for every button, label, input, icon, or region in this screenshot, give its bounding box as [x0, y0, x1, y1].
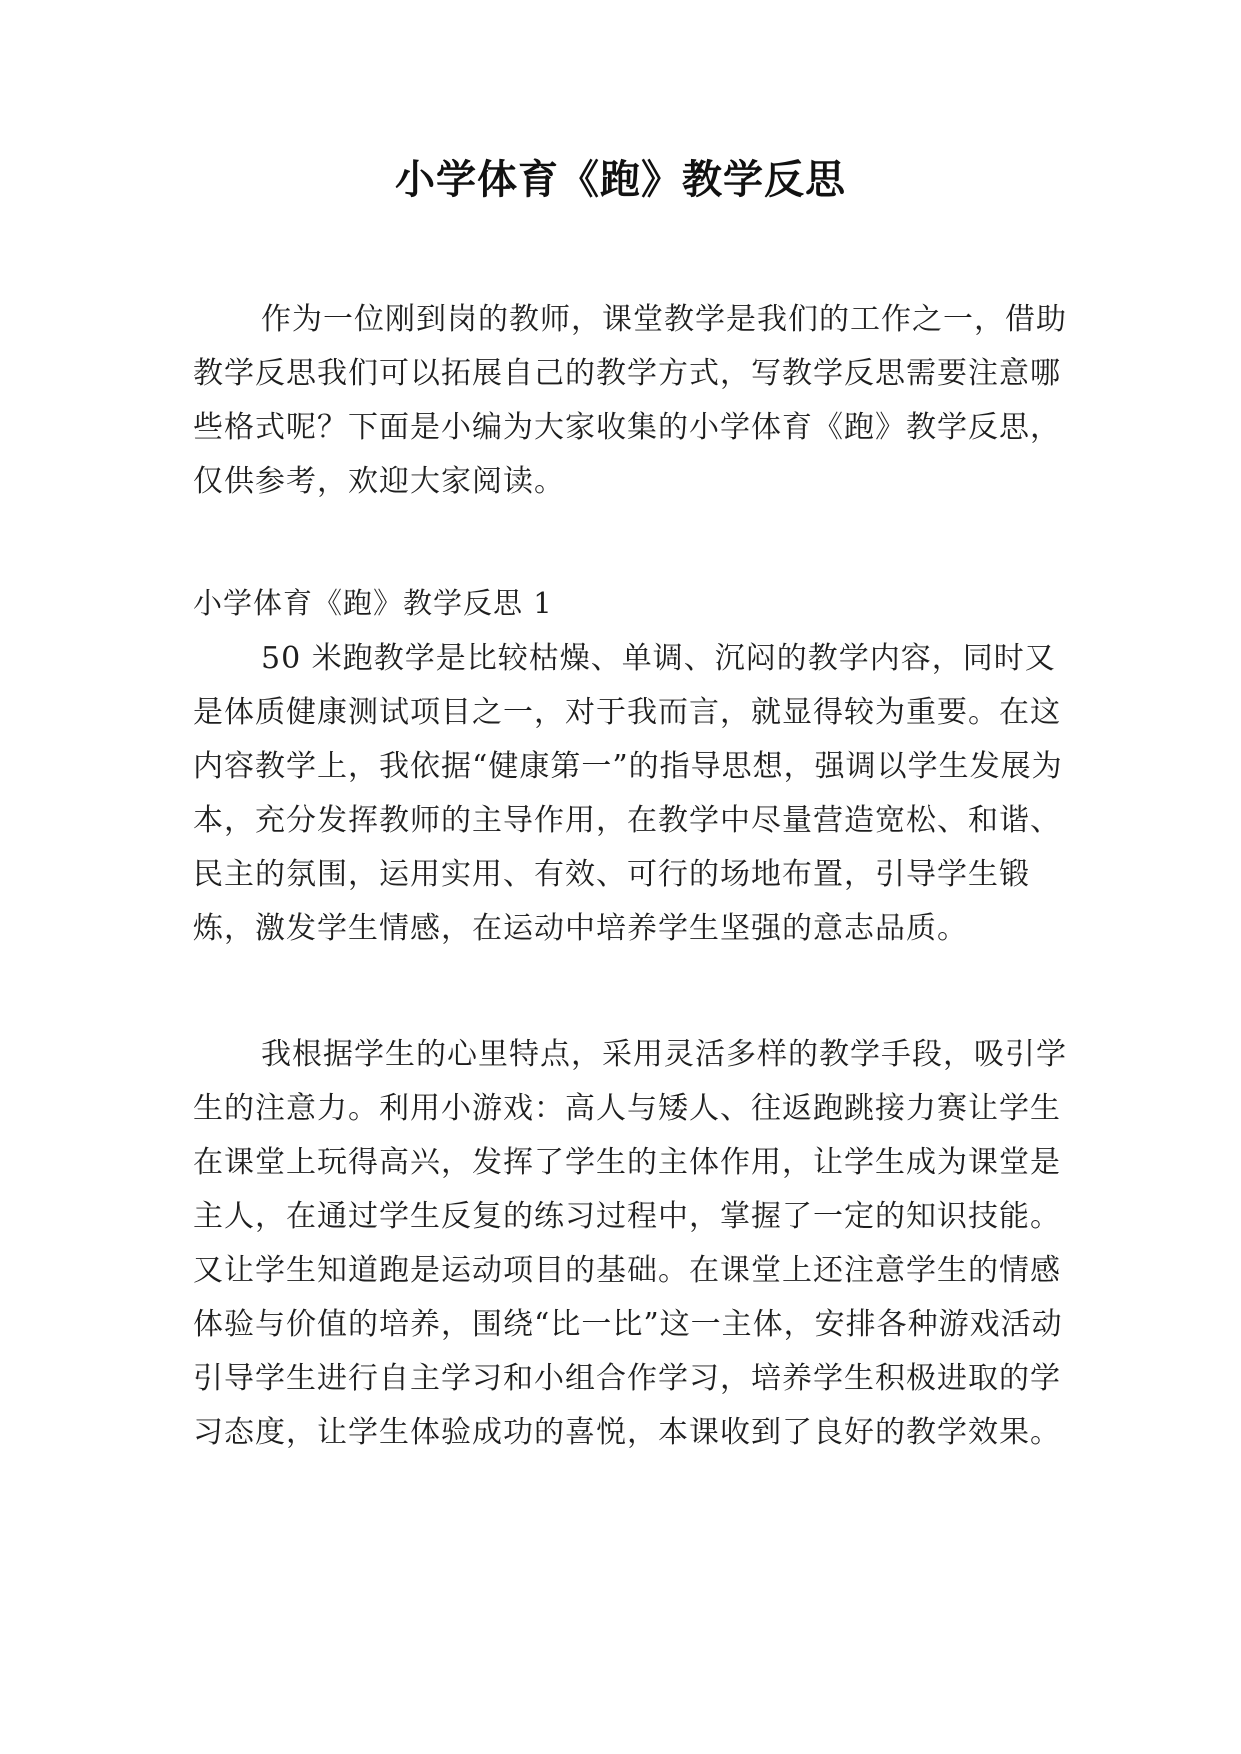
intro-paragraph: 作为一位刚到岗的教师，课堂教学是我们的工作之一，借助教学反思我们可以拓展自己的教学方式，写教学反思需要注意哪些格式呢？下面是小编为大家收集的小学体育《跑》教学反思，仅供参考，欢迎大家阅读。	[193, 302, 1067, 499]
section-paragraph: 50 米跑教学是比较枯燥、单调、沉闷的教学内容，同时又是体质健康测试项目之一，对于我而言，就显得较为重要。在这内容教学上，我依据“健康第一”的指导思想，强调以学生发展为本，充分发挥教师的主导作用，在教学中尽量营造宽松、和谐、民主的氛围，运用实用、有效、可行的场地布置，引导学生锻炼，激发学生情感，在运动中培养学生坚强的意志品质。	[193, 641, 1063, 946]
section-paragraph: 我根据学生的心里特点，采用灵活多样的教学手段，吸引学生的注意力。利用小游戏：高人与矮人、往返跑跳接力赛让学生在课堂上玩得高兴，发挥了学生的主体作用，让学生成为课堂是主人，在通过学生反复的练习过程中，掌握了一定的知识技能。又让学生知道跑是运动项目的基础。在课堂上还注意学生的情感体验与价值的培养，围绕“比一比”这一主体，安排各种游戏活动引导学生进行自主学习和小组合作学习，培养学生积极进取的学习态度，让学生体验成功的喜悦，本课收到了良好的教学效果。	[193, 1037, 1067, 1450]
section-heading: 小学体育《跑》教学反思 1	[193, 586, 553, 620]
document-title: 小学体育《跑》教学反思	[395, 157, 846, 203]
